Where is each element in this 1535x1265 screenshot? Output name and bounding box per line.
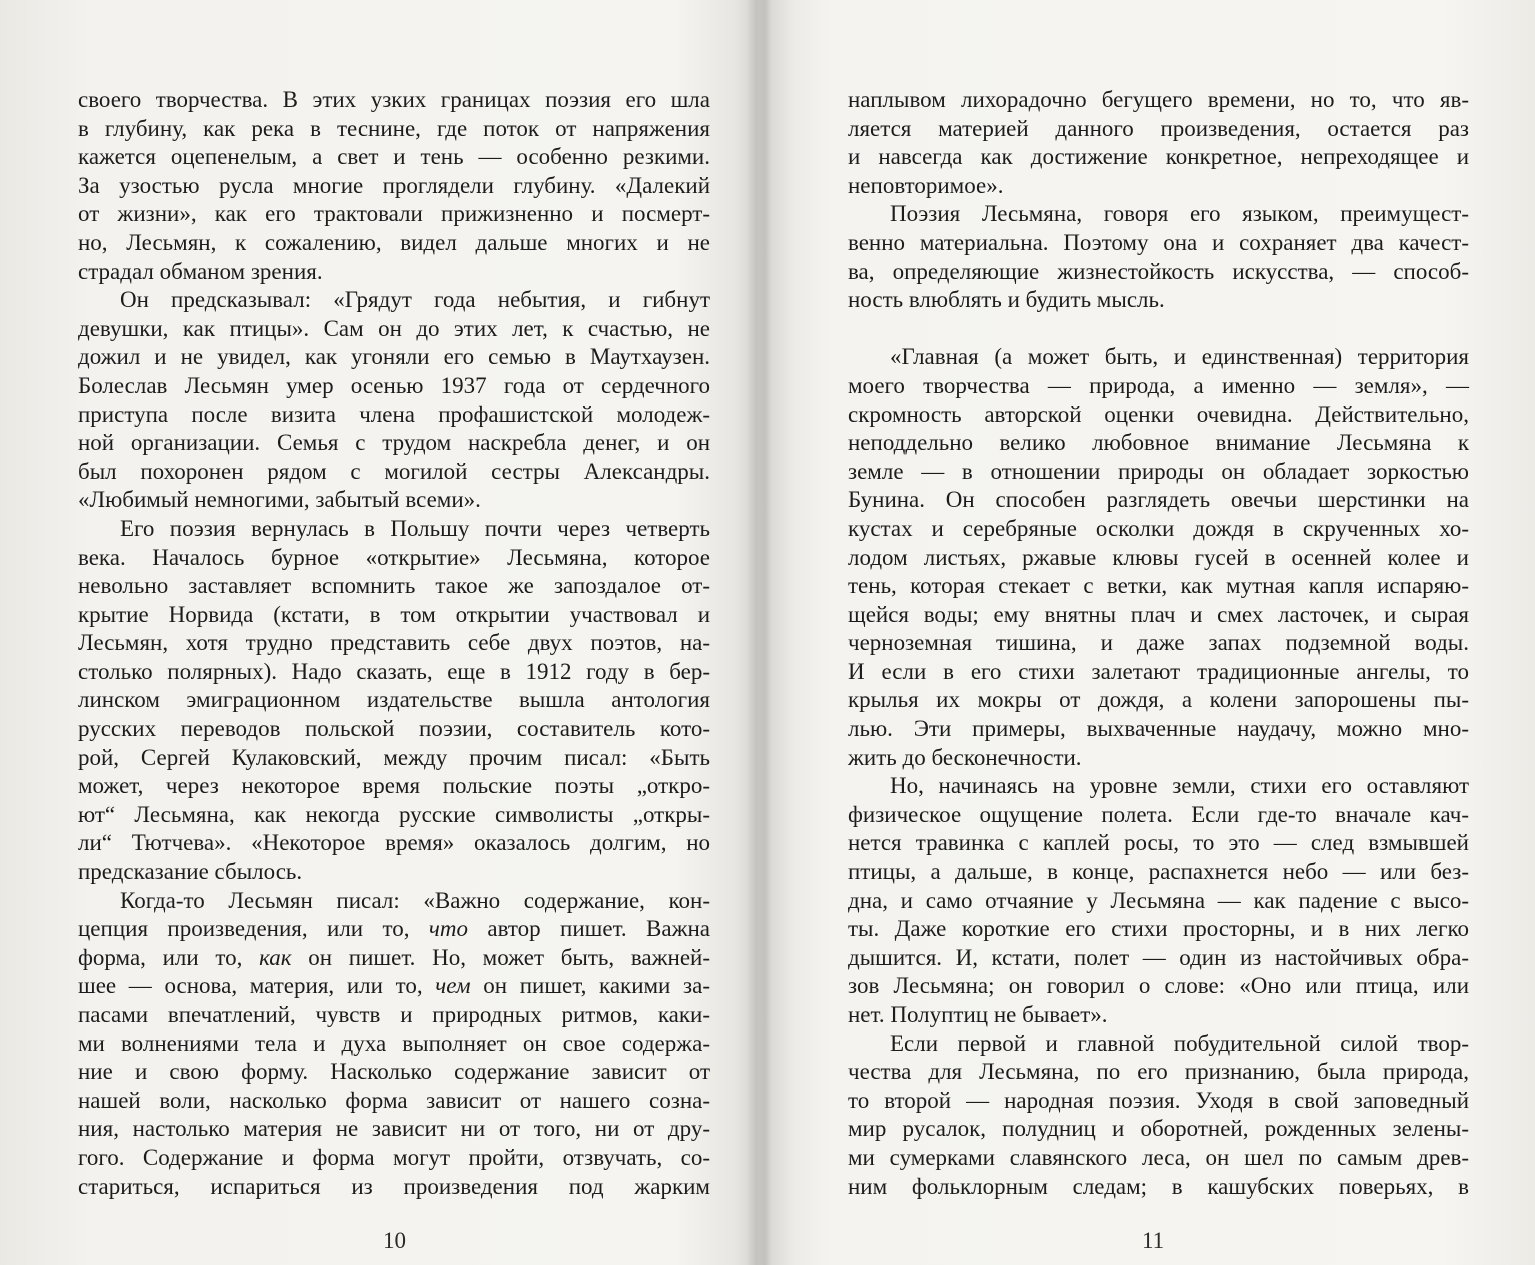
text-line: лодом листьях, ржавые клювы гусей в осенней колее и <box>848 544 1469 570</box>
text-line: Когда-то Лесьмян писал: «Важно содержание, кон- <box>120 887 710 913</box>
text-line: века. Началось бурное «открытие» Лесьмяна, которое <box>78 544 710 570</box>
text-line: дожил и не увидел, как угоняли его семью в Маутхаузен. <box>78 344 710 370</box>
text-line: жить до бесконечности. <box>848 744 1082 770</box>
text-line: Если первой и главной побудительной силой твор- <box>890 1030 1469 1056</box>
text-line: Поэзия Лесьмяна, говоря его языком, преимущест- <box>890 201 1469 227</box>
text-line: своего творчества. В этих узких границах поэзия его шла <box>78 87 710 112</box>
text-line: гого. Содержание и форма могут пройти, отзвучать, со- <box>78 1144 710 1170</box>
text-line: зов Лесьмяна; он говорил о слове: «Оно или птица, или <box>848 973 1469 999</box>
text-line: моего творчества — природа, а именно — земля», — <box>848 372 1469 398</box>
text-line: неповторимое». <box>848 172 1004 198</box>
text-line: в глубину, как река в теснине, где поток от напряжения <box>78 115 710 141</box>
text-line: чества для Лесьмяна, по его признанию, была природа, <box>848 1059 1469 1085</box>
page-number-right: 11 <box>1142 1228 1165 1253</box>
right-page-text <box>848 86 1469 1201</box>
text-line: от жизни», как его трактовали прижизненно и посмерт- <box>78 201 710 227</box>
text-line: дышится. И, кстати, полет — один из настойчивых обра- <box>848 944 1469 970</box>
text-line: может, через некоторое время польские поэты „откро- <box>78 773 710 799</box>
text-segment: автор пишет. Важна <box>468 916 711 942</box>
text-line: крытие Норвида (кстати, в том открытии участвовал и <box>78 601 710 627</box>
text-line: Лесьмян, хотя трудно представить себе двух поэтов, на- <box>78 630 710 656</box>
text-line: Его поэзия вернулась в Польшу почти через четверть <box>120 515 710 541</box>
text-line: ют“ Лесьмяна, как некогда русские символисты „откры- <box>78 801 710 827</box>
text-line: щейся воды; ему внятны плач и смех ласточек, и сырая <box>848 601 1469 627</box>
text-line: стариться, испариться из произведения под жарким <box>78 1173 710 1199</box>
text-line: нет. Полуптиц не бывает». <box>848 1002 1108 1027</box>
text-line: ляется материей данного произведения, остается раз <box>848 115 1469 141</box>
text-segment: он пишет. Но, может быть, важней- <box>291 944 710 970</box>
text-line: приступа после визита члена профашистской молодеж- <box>78 401 710 427</box>
text-line: столько полярных). Надо сказать, еще в 1912 году в бер- <box>78 658 710 684</box>
text-line: дна, и само отчаяние у Лесьмяна — как падение с высо- <box>848 887 1469 913</box>
text-line: русских переводов польской поэзии, составитель кото- <box>78 716 710 742</box>
text-line: Болеслав Лесьмян умер осенью 1937 года от сердечного <box>78 372 710 398</box>
text-line: ние и свою форму. Насколько содержание зависит от <box>78 1059 710 1085</box>
text-line: рой, Сергей Кулаковский, между прочим писал: «Быть <box>78 744 710 770</box>
text-line <box>78 972 710 1001</box>
text-line: наплывом лихорадочно бегущего времени, но то, что яв- <box>848 87 1469 112</box>
text-line: нется травинка с каплей росы, то это — след взмывшей <box>848 830 1469 856</box>
text-line: ми волнениями тела и духа выполняет он свое содержа- <box>78 1030 710 1056</box>
text-line: ми сумерками славянского леса, он шел по самым древ- <box>848 1144 1469 1170</box>
italic-word: как <box>259 944 292 970</box>
italic-word: чем <box>435 973 471 999</box>
text-line: невольно заставляет вспомнить такое же запоздалое от- <box>78 573 710 599</box>
text-line: линском эмиграционном издательстве вышла антология <box>78 687 710 713</box>
text-line: неподдельно велико любовное внимание Лесьмяна к <box>848 430 1469 456</box>
text-line: За узостью русла многие проглядели глубину. «Далекий <box>78 172 710 198</box>
text-line: ния, настолько материя не зависит ни от того, ни от дру- <box>78 1116 710 1142</box>
text-line: ность влюблять и будить мысль. <box>848 287 1165 313</box>
text-segment: форма, или то, <box>78 944 260 970</box>
text-line: «Любимый немногими, забытый всеми». <box>78 487 481 513</box>
text-line: ной организации. Семья с трудом наскребла денег, и он <box>78 430 710 456</box>
text-line: пасами впечатлений, чувств и природных ритмов, каки- <box>78 1002 710 1027</box>
right-page <box>770 0 1535 1265</box>
left-page-text <box>78 86 710 1201</box>
text-line: лью. Эти примеры, выхваченные наудачу, можно мно- <box>848 716 1469 742</box>
text-line: но, Лесьмян, к сожалению, видел дальше многих и не <box>78 229 710 255</box>
text-line: ним фольклорным следам; в кашубских поверьях, в <box>848 1173 1469 1199</box>
paragraph-gap <box>848 315 1469 344</box>
text-line: физическое ощущение полета. Если где-то вначале кач- <box>848 801 1469 827</box>
text-line: девушки, как птицы». Сам он до этих лет, к счастью, не <box>78 315 710 341</box>
italic-word: что <box>428 916 468 942</box>
text-line <box>78 944 710 973</box>
text-line: «Главная (а может быть, и единственная) территория <box>890 344 1469 370</box>
left-page <box>0 0 760 1265</box>
text-line: то второй — народная поэзия. Уходя в свой заповедный <box>848 1087 1469 1113</box>
text-line: мир русалок, полудниц и оборотней, рожденных зелены- <box>848 1116 1469 1142</box>
text-line: венно материальна. Поэтому она и сохраняет два качест- <box>848 229 1469 255</box>
text-line: нашей воли, насколько форма зависит от нашего созна- <box>78 1087 710 1113</box>
text-line: кажется оцепенелым, а свет и тень — особенно резкими. <box>78 144 710 170</box>
text-line <box>78 915 710 944</box>
page-number-left: 10 <box>383 1228 406 1253</box>
text-line: И если в его стихи залетают традиционные ангелы, то <box>848 658 1469 684</box>
text-line: тень, которая стекает с ветки, как мутная капля испаряю- <box>848 573 1469 599</box>
text-line: страдал обманом зрения. <box>78 258 323 284</box>
text-line: ли“ Тютчева». «Некоторое время» оказалось долгим, но <box>78 830 710 856</box>
text-line: кустах и серебряные осколки дождя в скрученных хо- <box>848 515 1469 541</box>
text-segment: цепция произведения, или то, <box>78 916 429 942</box>
text-line: земле — в отношении природы он обладает зоркостью <box>848 458 1469 484</box>
text-line: ты. Даже короткие его стихи просторны, и в них легко <box>848 916 1469 942</box>
text-line: скромность авторской оценки очевидна. Действительно, <box>848 401 1469 427</box>
text-line: Бунина. Он способен разглядеть овечьи шерстинки на <box>848 487 1469 513</box>
text-segment: он пишет, какими за- <box>470 973 710 999</box>
text-line: был похоронен рядом с могилой сестры Александры. <box>78 458 710 484</box>
text-line: Но, начинаясь на уровне земли, стихи его оставляют <box>890 773 1469 799</box>
text-line: ва, определяющие жизнестойкость искусства, — способ- <box>848 258 1469 284</box>
text-line: и навсегда как достижение конкретное, непреходящее и <box>848 144 1469 170</box>
text-line: черноземная тишина, и даже запах подземной воды. <box>848 630 1469 656</box>
text-line: Он предсказывал: «Грядут года небытия, и гибнут <box>120 287 710 313</box>
text-line: птицы, а дальше, в конце, распахнется небо — или без- <box>848 859 1469 885</box>
text-segment: шее — основа, материя, или то, <box>78 973 436 999</box>
text-line: крылья их мокры от дождя, а колени запорошены пы- <box>848 687 1469 713</box>
text-line: предсказание сбылось. <box>78 859 303 885</box>
